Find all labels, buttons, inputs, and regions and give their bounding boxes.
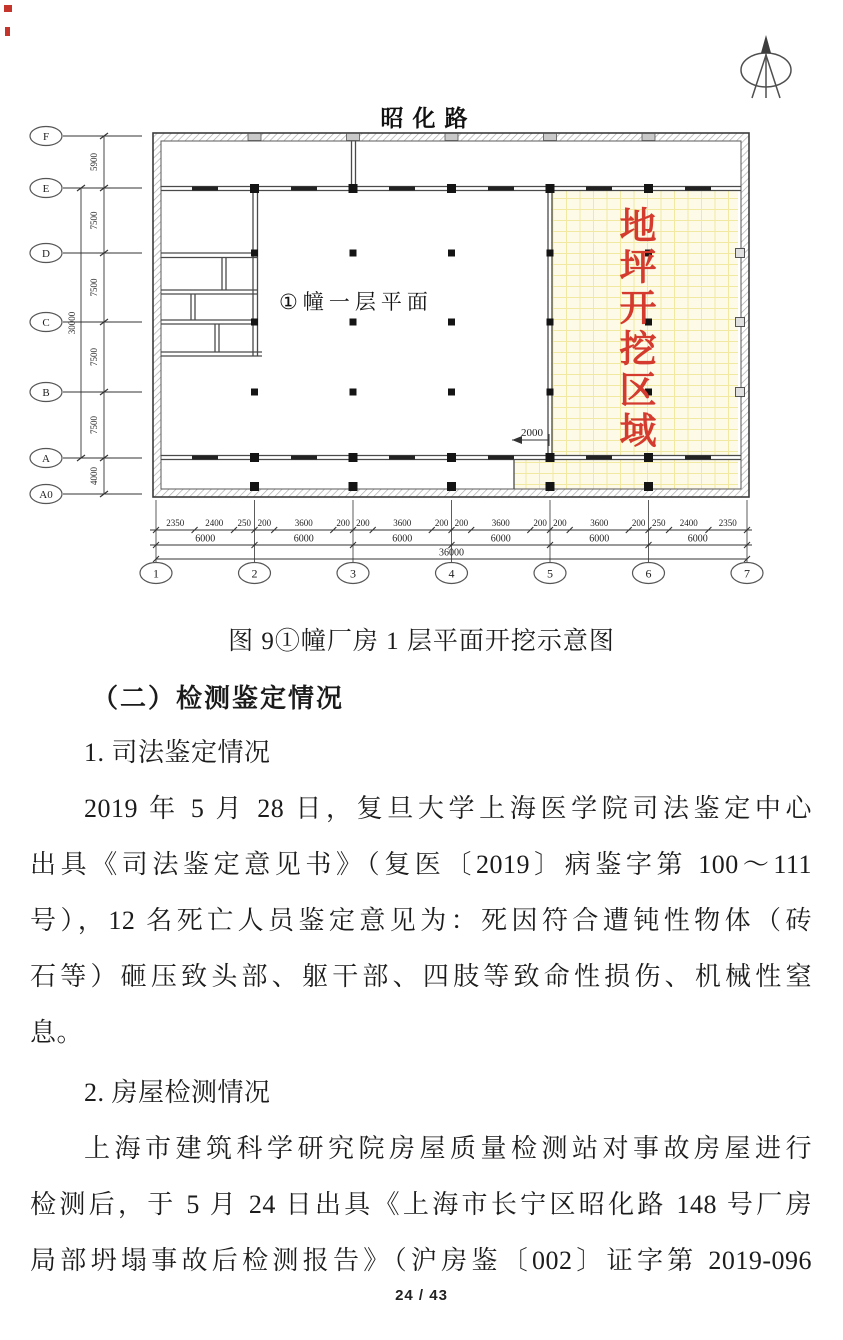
fine-dimension-label: 200 <box>533 518 547 528</box>
road-label: 昭化路 <box>380 105 477 131</box>
column <box>251 250 258 257</box>
row-axis-label: D <box>42 248 50 260</box>
row-dimension-label: 7500 <box>89 278 99 297</box>
column <box>448 319 455 326</box>
row-axis-label: A <box>42 453 50 465</box>
col-axis-label: 3 <box>350 566 356 581</box>
column <box>547 389 554 396</box>
wall-pier <box>642 134 655 141</box>
column <box>250 482 259 491</box>
column <box>350 389 357 396</box>
fine-dimension-label: 2350 <box>718 518 737 528</box>
row-dimension-label: 7500 <box>89 348 99 366</box>
row-axis-label: E <box>42 183 50 195</box>
col-axis-label: 6 <box>645 566 652 581</box>
column-dimensions <box>150 500 752 562</box>
wall-pier <box>347 134 360 141</box>
wall-pier <box>736 249 745 258</box>
column <box>448 389 455 396</box>
row-axis-label: A0 <box>39 489 53 501</box>
row-axis-label: C <box>42 317 50 329</box>
body-text-line: 出具《司法鉴定意见书》（复医〔2019〕病鉴字第 100～111 <box>30 850 812 879</box>
col-axis-label: 2 <box>251 566 258 581</box>
wall-pier <box>445 134 458 141</box>
column <box>349 453 358 462</box>
bay-dimension-label: 6000 <box>490 533 511 545</box>
column <box>447 184 456 193</box>
body-text-line: 2. 房屋检测情况 <box>84 1078 271 1107</box>
body-text-line: 1. 司法鉴定情况 <box>84 738 271 767</box>
offset-dimension-label: 2000 <box>521 427 543 439</box>
row-axis-label: B <box>42 387 50 399</box>
bay-dimension-label: 6000 <box>687 533 708 545</box>
column <box>251 319 258 326</box>
row-dimension-label: 5900 <box>89 153 99 171</box>
body-text-line: 局部坍塌事故后检测报告》（沪房鉴〔002〕证字第 2019-096 <box>30 1246 812 1275</box>
wall-pier <box>248 134 261 141</box>
column <box>644 482 653 491</box>
fine-dimension-label: 200 <box>454 518 469 528</box>
body-text-line: 2019 年 5 月 28 日，复旦大学上海医学院司法鉴定中心 <box>84 794 812 823</box>
body-text-line: 号），12 名死亡人员鉴定意见为：死因符合遭钝性物体（砖 <box>30 906 812 935</box>
bay-dimension-label: 6000 <box>293 533 314 545</box>
body-text-line: 石等）砸压致头部、躯干部、四肢等致命性损伤、机械性窒 <box>30 962 812 991</box>
column <box>349 482 358 491</box>
building-unit-label: ①幢一层平面 <box>279 291 433 314</box>
column <box>350 319 357 326</box>
column <box>547 319 554 326</box>
column <box>349 184 358 193</box>
column <box>350 250 357 257</box>
wall-pier <box>544 134 557 141</box>
fine-dimension-label: 2400 <box>679 518 698 528</box>
column <box>447 453 456 462</box>
fine-dimension-label: 3600 <box>393 518 412 528</box>
row-dimensions <box>67 133 112 497</box>
fine-dimension-label: 2350 <box>166 518 185 528</box>
fine-dimension-label: 3600 <box>294 518 313 528</box>
column <box>447 482 456 491</box>
fine-dimension-label: 3600 <box>491 518 510 528</box>
col-axis-label: 5 <box>547 566 553 581</box>
column <box>547 250 554 257</box>
wall-pier <box>736 318 745 327</box>
wall-pier <box>736 388 745 397</box>
figure-caption: 图 9①幢厂房 1 层平面开挖示意图 <box>228 628 615 655</box>
body-text-line: 息。 <box>30 1018 84 1047</box>
bay-dimension-label: 6000 <box>589 533 610 545</box>
column <box>250 453 259 462</box>
row-dimension-label: 4000 <box>89 467 99 485</box>
column <box>250 184 259 193</box>
column <box>251 389 258 396</box>
fine-dimension-label: 200 <box>631 518 646 528</box>
column <box>644 453 653 462</box>
col-axis-label: 4 <box>448 566 455 581</box>
column <box>448 250 455 257</box>
fine-dimension-label: 250 <box>237 518 251 528</box>
fine-dimension-label: 200 <box>257 518 272 528</box>
column <box>644 184 653 193</box>
body-text-line: 检测后，于 5 月 24 日出具《上海市长宁区昭化路 148 号厂房 <box>30 1190 812 1219</box>
fine-dimension-label: 250 <box>652 518 666 528</box>
fine-dimension-label: 2400 <box>205 518 224 528</box>
column <box>546 184 555 193</box>
fine-dimension-label: 200 <box>356 518 370 528</box>
offset-dimension <box>512 427 549 446</box>
row-dimension-label: 7500 <box>89 211 99 230</box>
fine-dimension-label: 200 <box>336 518 350 528</box>
fine-dimension-label: 200 <box>434 518 449 528</box>
north-arrow-icon <box>741 35 791 98</box>
col-axis-label: 1 <box>153 566 159 581</box>
total-dimension-label: 36000 <box>439 547 464 559</box>
fine-dimension-label: 200 <box>553 518 567 528</box>
bay-dimension-label: 6000 <box>195 533 216 545</box>
fine-dimension-label: 3600 <box>590 518 609 528</box>
row-total-dimension-label: 30000 <box>67 311 77 335</box>
body-text-line: 上海市建筑科学研究院房屋质量检测站对事故房屋进行 <box>84 1134 812 1163</box>
row-dimension-label: 7500 <box>89 416 99 434</box>
excavation-zone-label: 地坪开挖区域 <box>614 206 655 452</box>
col-axis-label: 7 <box>744 566 750 581</box>
column-axes <box>140 562 763 584</box>
row-axis-label: F <box>42 131 50 143</box>
column <box>546 482 555 491</box>
row-axes <box>30 127 142 504</box>
column <box>546 453 555 462</box>
section-heading: （二）检测鉴定情况 <box>92 684 345 713</box>
bay-dimension-label: 6000 <box>392 533 413 545</box>
page-number: 24 / 43 <box>395 1287 448 1304</box>
